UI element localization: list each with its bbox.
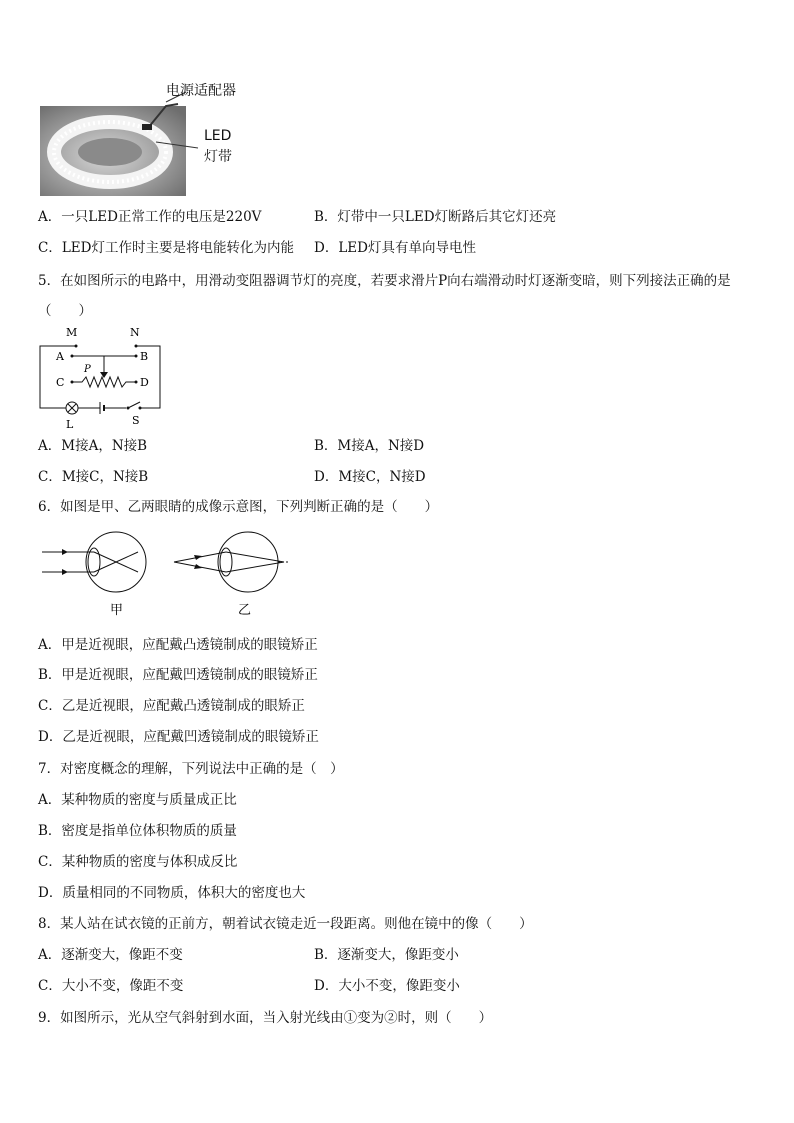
q6-stem: 6．如图是甲、乙两眼睛的成像示意图，下列判断正确的是（ ） [38,499,439,515]
circuit-svg [36,322,172,432]
q7-option-d: D．质量相同的不同物质，体积大的密度也大 [38,885,306,901]
label-P: P [84,364,91,375]
q4-option-b: B．灯带中一只LED灯断路后其它灯还亮 [314,209,557,225]
q6-option-c: C．乙是近视眼，应配戴凸透镜制成的眼矫正 [38,698,305,714]
label-L: L [66,418,74,431]
q8-option-d: D．大小不变，像距变小 [314,978,460,994]
q8-stem: 8．某人站在试衣镜的正前方，朝着试衣镜走近一段距离。则他在镜中的像（ ） [38,916,533,932]
label-A: A [56,350,64,363]
q7-option-b: B．密度是指单位体积物质的质量 [38,823,237,839]
q9-stem: 9．如图所示，光从空气斜射到水面，当入射光线由①变为②时，则（ ） [38,1010,493,1026]
eye-svg [38,526,298,618]
q5-stem-1: 5．在如图所示的电路中，用滑动变阻器调节灯的亮度，若要求滑片P向右端滑动时灯逐渐变暗，则下列接法正确的是 [38,273,731,289]
q7-option-c: C．某种物质的密度与体积成反比 [38,854,238,870]
q6-option-a: A．甲是近视眼，应配戴凸透镜制成的眼镜矫正 [38,637,318,653]
led-label-1: LED [204,128,232,144]
q4-option-c: C．LED灯工作时主要是将电能转化为内能 [38,240,294,256]
q5-stem-2: （ ） [38,303,92,319]
q7-stem: 7．对密度概念的理解，下列说法中正确的是（ ） [38,761,344,777]
label-S: S [132,414,140,427]
q7-option-a: A．某种物质的密度与质量成正比 [38,792,237,808]
q8-option-c: C．大小不变，像距不变 [38,978,184,994]
adapter-label: 电源适配器 [166,83,236,99]
q4-option-d: D．LED灯具有单向导电性 [314,240,476,256]
q8-option-b: B．逐渐变大，像距变小 [314,947,459,963]
label-D: D [140,376,149,389]
label-N: N [130,326,140,339]
q5-option-a: A．M接A，N接B [38,438,148,454]
eye-diagram [38,526,298,618]
label-yi: 乙 [238,603,252,618]
led-strip-figure [38,78,248,198]
circuit-diagram [36,322,172,432]
q5-option-d: D．M接C，N接D [314,469,426,485]
q6-option-b: B．甲是近视眼，应配戴凹透镜制成的眼镜矫正 [38,667,318,683]
label-M: M [66,326,78,339]
q8-option-a: A．逐渐变大，像距不变 [38,947,183,963]
q5-option-c: C．M接C，N接B [38,469,149,485]
q5-option-b: B．M接A，N接D [314,438,425,454]
switch-symbol [128,402,140,408]
label-C: C [56,376,65,389]
label-jia: 甲 [110,603,124,618]
label-B: B [140,350,149,363]
led-label-2: 灯带 [204,149,232,165]
q4-option-a: A．一只LED正常工作的电压是220V [38,209,262,225]
eye-yi [218,532,278,592]
q6-option-d: D．乙是近视眼，应配戴凹透镜制成的眼镜矫正 [38,729,319,745]
